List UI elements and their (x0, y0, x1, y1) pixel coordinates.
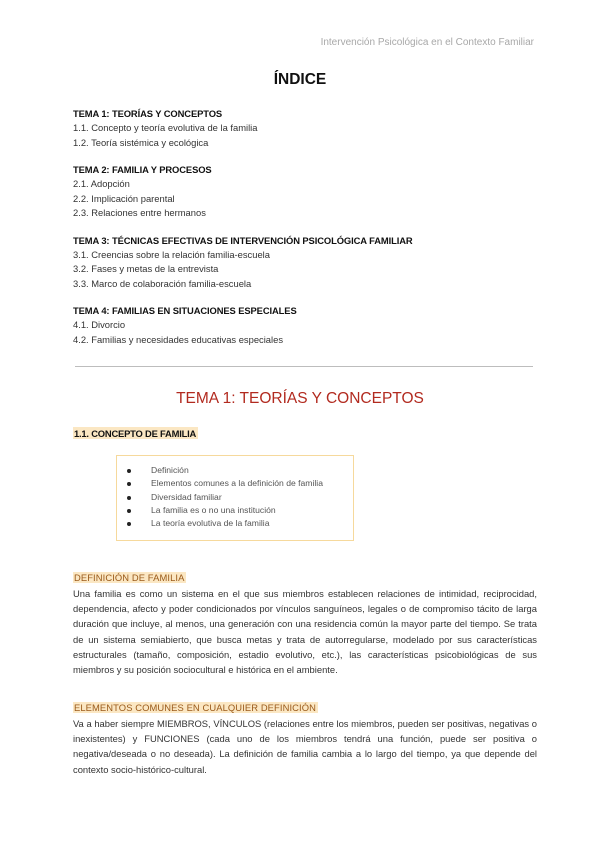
toc-item: 1.2. Teoría sistémica y ecológica (73, 136, 209, 148)
concept-list (127, 464, 323, 530)
toc-section (73, 106, 543, 150)
toc-section (73, 162, 543, 221)
list-item-text: Diversidad familiar (151, 491, 222, 502)
bullet-icon (127, 482, 131, 486)
tema-title: TEMA 1: TEORÍAS Y CONCEPTOS (176, 390, 424, 407)
toc-heading: TEMA 3: TÉCNICAS EFECTIVAS DE INTERVENCIÓN PSICOLÓGICA FAMILIAR (73, 234, 413, 246)
definition-heading: DEFINICIÓN DE FAMILIA (74, 572, 185, 583)
section-divider (75, 366, 533, 367)
list-item-text: Definición (151, 465, 189, 475)
list-item-text: La familia es o no una institución (151, 504, 276, 515)
toc-heading: TEMA 2: FAMILIA Y PROCESOS (73, 164, 212, 175)
list-item (127, 477, 323, 490)
bullet-icon (127, 509, 131, 513)
list-item-text: La teoría evolutiva de la familia (151, 518, 270, 529)
toc-item: 4.2. Familias y necesidades educativas especiales (73, 333, 284, 345)
list-item (127, 517, 323, 530)
subsection-heading: 1.1. CONCEPTO DE FAMILIA (74, 428, 197, 439)
toc-item: 2.1. Adopción (73, 178, 130, 189)
list-item-text: Elementos comunes a la definición de familia (151, 478, 323, 489)
toc-heading: TEMA 1: TEORÍAS Y CONCEPTOS (73, 108, 223, 119)
toc-item: 3.2. Fases y metas de la entrevista (73, 263, 219, 274)
list-item (127, 504, 323, 517)
index-title: ÍNDICE (273, 71, 327, 88)
concept-summary-box (116, 455, 354, 541)
toc-item: 2.3. Relaciones entre hermanos (73, 207, 206, 218)
toc-heading: TEMA 4: FAMILIAS EN SITUACIONES ESPECIALES (73, 305, 297, 316)
toc-item: 1.1. Concepto y teoría evolutiva de la familia (73, 122, 258, 133)
toc-section (73, 303, 543, 347)
toc-item: 3.1. Creencias sobre la relación familia-escuela (73, 248, 270, 260)
common-elements-heading: ELEMENTOS COMUNES EN CUALQUIER DEFINICIÓN (74, 702, 316, 713)
common-elements-paragraph: Va a haber siempre MIEMBROS, VÍNCULOS (relaciones entre los miembros, pueden ser positivas, negativas o inexistentes) y FUNCIONES (cada uno de los miembros tendrá una función, puede ser positiva o negativa/deseada o no deseada). La definición de familia cambia a lo largo del tiempo, ya que depende del contexto socio-histórico-cultural. (73, 718, 537, 775)
definition-paragraph: Una familia es como un sistema en el que sus miembros establecen relaciones de intimidad, reciprocidad, dependencia, afecto y poder condicionados por vínculos sanguíneos, legales o de compromiso tácito de larga duración que incluye, al menos, una generación con una residencia común la mayor parte del tiempo. Se trata de un sistema semiabierto, que busca metas y trata de autorregularse, modelado por sus características estructurales (tamaño, composición, estadio evolutivo, etc.), las características psicobiológicas de sus miembros y su posición sociocultural e histórica en el ambiente. (73, 588, 537, 676)
toc-item: 2.2. Implicación parental (73, 192, 175, 204)
toc-item: 4.1. Divorcio (73, 319, 126, 330)
list-item (127, 464, 323, 477)
table-of-contents (73, 106, 543, 359)
page-header: Intervención Psicológica en el Contexto Familiar (320, 37, 534, 48)
toc-item: 3.3. Marco de colaboración familia-escuela (73, 277, 252, 289)
bullet-icon (127, 522, 131, 526)
toc-section (73, 233, 543, 292)
bullet-icon (127, 496, 131, 500)
bullet-icon (127, 469, 131, 473)
list-item (127, 491, 323, 504)
